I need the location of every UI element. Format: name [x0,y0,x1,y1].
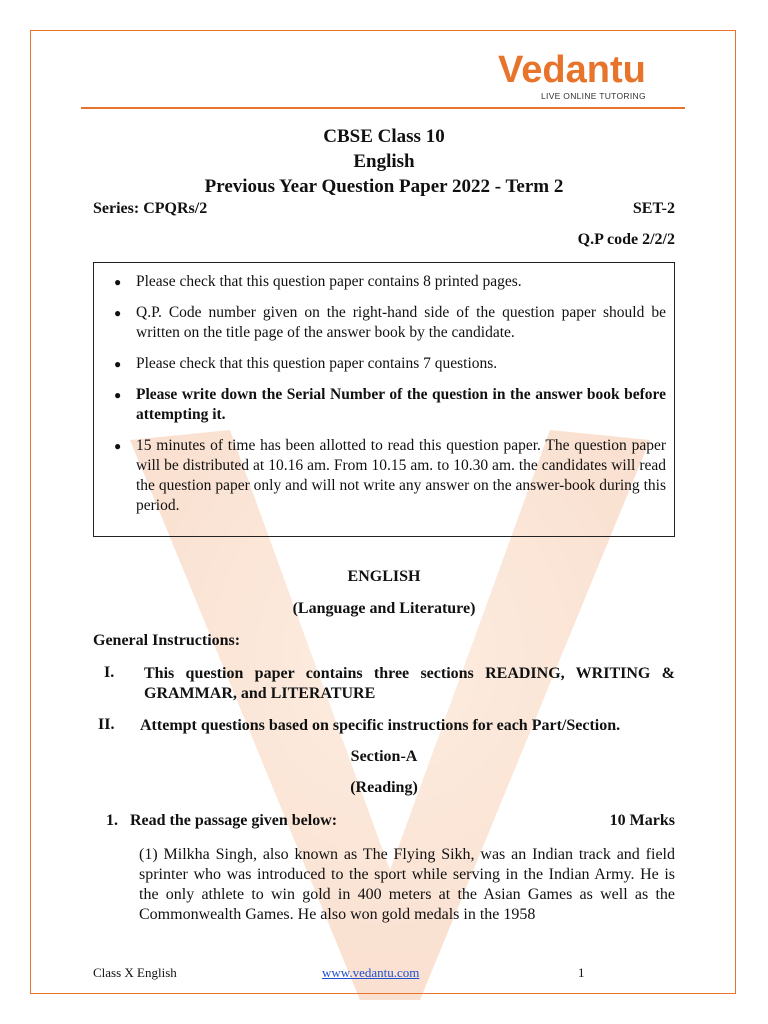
footer-class-label: Class X English [93,965,177,980]
vedantu-logo [498,48,668,104]
section-title: Section-A [350,748,418,765]
doc-title-line1: CBSE Class 10 [323,126,445,147]
series-label: Series: CPQRs/2 [93,200,208,217]
footer-website-link[interactable]: www.vedantu.com [322,965,420,980]
bullet-icon: ● [114,388,122,402]
bullet-icon: ● [114,439,122,453]
bullet-icon: ● [114,275,122,289]
set-label: SET-2 [632,200,675,217]
question-label: 1. Read the passage given below: [106,812,338,829]
subject-title: ENGLISH [347,568,421,585]
doc-title-line2: English [353,151,415,172]
logo-wordmark: Vedantu [498,49,646,91]
doc-title-line3: Previous Year Question Paper 2022 - Term 2 [204,176,564,197]
instructions-box: ● Please check that this question paper contains 8 printed pages. ● Q.P. Code number given on the right-hand side of the question paper should be written on the title page of the answer book by the candidate. ● Please check that this question paper contains 7 questions. ● Please write down the Serial Number of the question in the answer book before attempting it. ● 15 minutes of time has been allotted to read this question paper. The question paper will be distributed at 10.16 am. From 10.15 am. to 10.30 am. the candidates will read the question paper only and will not write any answer on the answer-book during this period. [93,262,675,537]
bullet-icon: ● [114,357,122,371]
subject-subtitle: (Language and Literature) [292,600,476,617]
general-instructions-heading: General Instructions: [93,632,241,649]
header-rule [81,107,685,109]
section-subtitle: (Reading) [350,779,418,796]
reading-passage: (1) Milkha Singh, also known as The Flying Sikh, was an Indian track and field sprinter who was introduced to the sport while serving in the Indian Army. He is the only athlete to win gold in 400 meters at the Asian Games as well as the Commonwealth Games. He also won gold medals in the 1958 [139,846,675,923]
question-marks: 10 Marks [609,812,675,829]
qp-code-label: Q.P code 2/2/2 [577,231,675,248]
page-number: 1 [578,965,585,980]
bullet-icon: ● [114,306,122,320]
logo-tagline: LIVE ONLINE TUTORING [541,91,646,101]
